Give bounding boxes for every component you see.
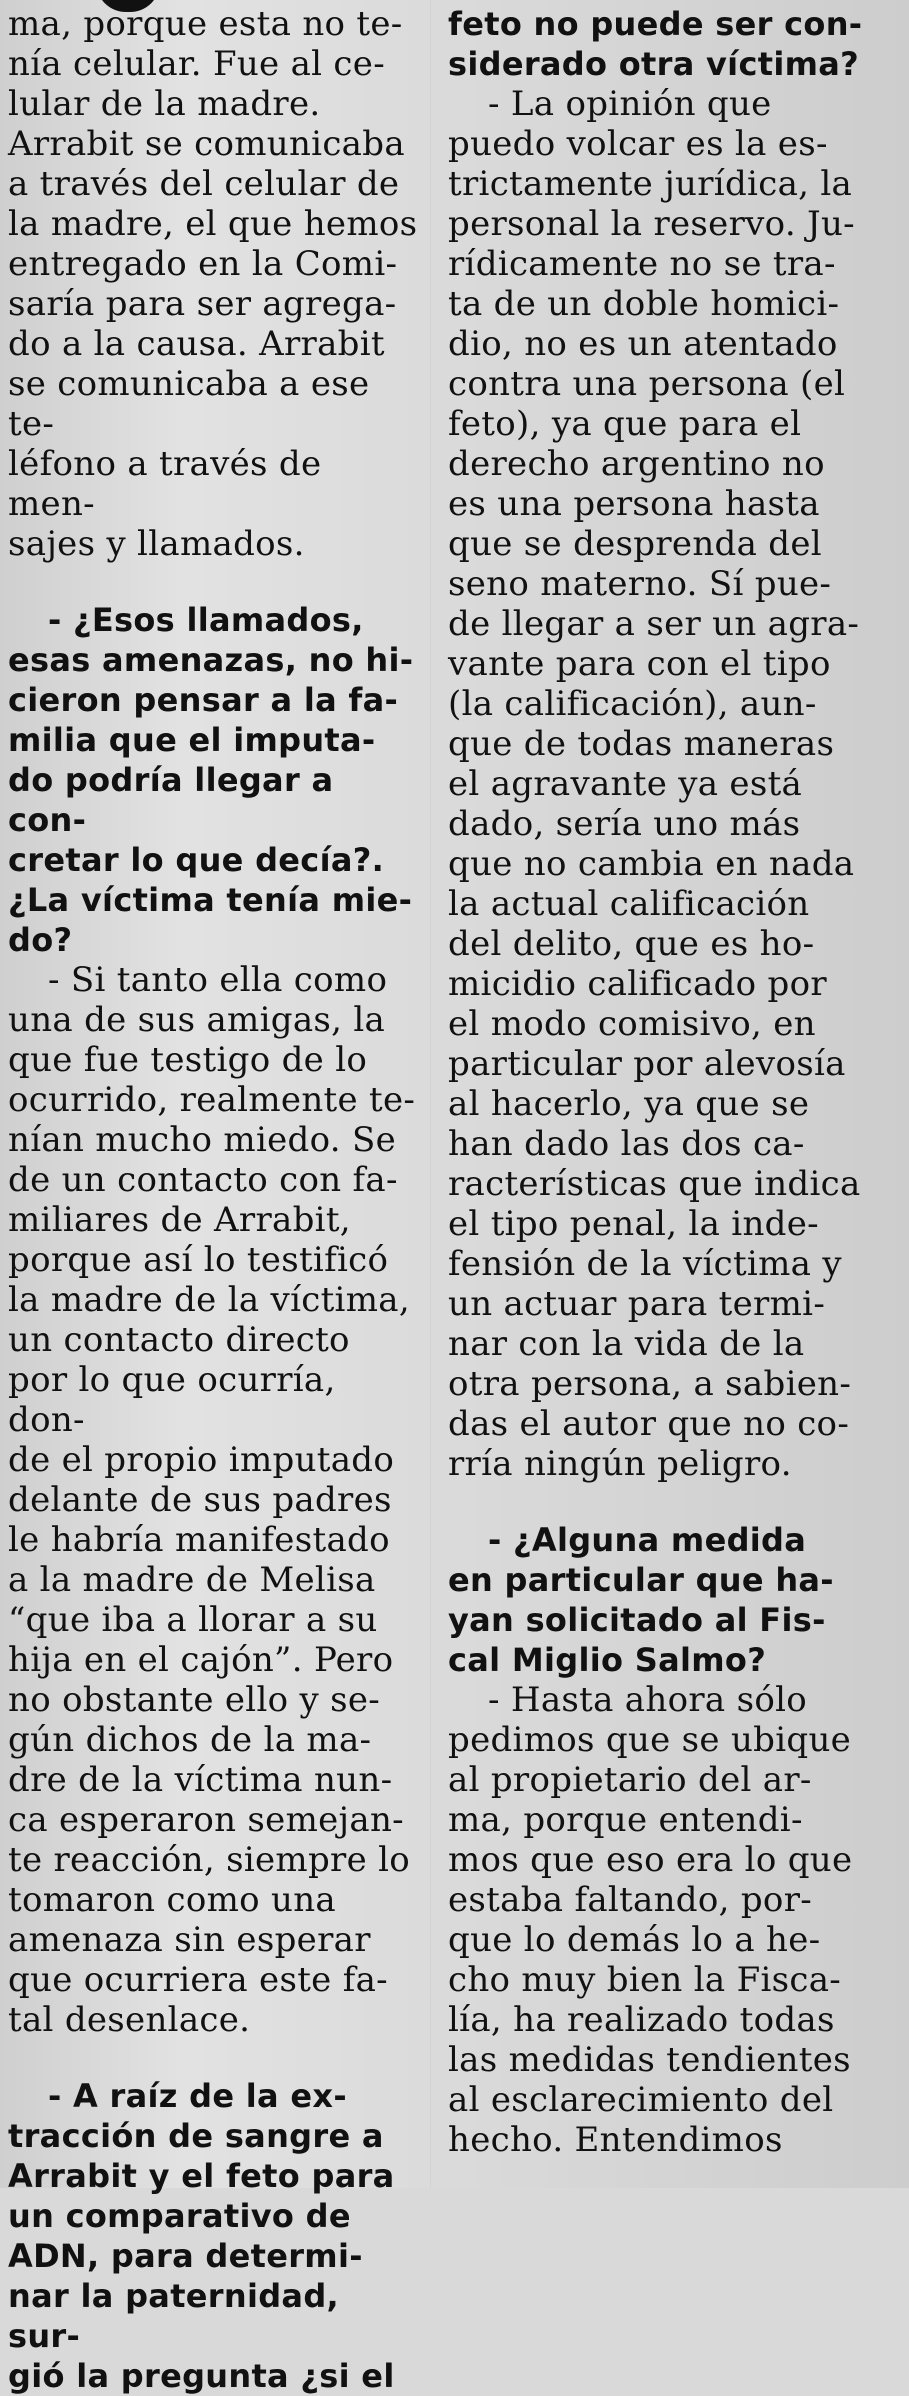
text-line: entregado en la Comi-: [8, 244, 398, 284]
text-line: personal la reservo. Ju-: [448, 204, 855, 244]
text-line: (la calificación), aun-: [448, 684, 817, 724]
right-column: [448, 4, 888, 2160]
text-line: mos que eso era lo que: [448, 1840, 853, 1880]
text-line: miliares de Arrabit,: [8, 1200, 351, 1240]
answer-paragraph-3: [448, 84, 888, 1484]
text-line: milia que el imputa-: [8, 721, 376, 759]
text-line: nían mucho miedo. Se: [8, 1120, 397, 1160]
text-line: - La opinión que: [488, 84, 772, 124]
text-line: - ¿Esos llamados,: [48, 601, 364, 639]
text-line: feto), ya que para el: [448, 404, 802, 444]
text-line: léfono a través de men-: [8, 444, 322, 524]
text-line: derecho argentino no: [448, 444, 825, 484]
text-line: ta de un doble homici-: [448, 284, 840, 324]
text-line: se comunicaba a ese te-: [8, 364, 370, 444]
left-column: [8, 4, 418, 2396]
text-line: otra persona, a sabien-: [448, 1364, 852, 1404]
text-line: que lo demás lo a he-: [448, 1920, 821, 1960]
text-line: el agravante ya está: [448, 764, 803, 804]
text-line: un contacto directo: [8, 1320, 350, 1360]
text-line: racterísticas que indica: [448, 1164, 861, 1204]
text-line: es una persona hasta: [448, 484, 820, 524]
text-line: rría ningún peligro.: [448, 1444, 792, 1484]
text-line: te reacción, siempre lo: [8, 1840, 411, 1880]
text-line: por lo que ocurría, don-: [8, 1360, 336, 1440]
text-line: cretar lo que decía?.: [8, 841, 385, 879]
text-line: un comparativo de: [8, 2197, 351, 2235]
text-line: que fue testigo de lo: [8, 1040, 368, 1080]
text-line: ma, porque esta no te-: [8, 4, 403, 44]
text-line: dio, no es un atentado: [448, 324, 838, 364]
text-line: do a la causa. Arrabit: [8, 324, 385, 364]
text-line: el tipo penal, la inde-: [448, 1204, 819, 1244]
text-line: de el propio imputado: [8, 1440, 395, 1480]
text-line: cieron pensar a la fa-: [8, 681, 399, 719]
text-line: tomaron como una: [8, 1880, 336, 1920]
question-2-continued: [448, 4, 888, 84]
text-line: particular por alevosía: [448, 1044, 846, 1084]
text-line: “que iba a llorar a su: [8, 1600, 378, 1640]
text-line: Arrabit y el feto para: [8, 2157, 395, 2195]
text-line: delante de sus padres: [8, 1480, 392, 1520]
question-3: [448, 1520, 888, 1680]
text-line: pedimos que se ubique: [448, 1720, 852, 1760]
text-line: le habría manifestado: [8, 1520, 390, 1560]
answer-paragraph-4: [448, 1680, 888, 2160]
text-line: gún dichos de la ma-: [8, 1720, 372, 1760]
text-line: amenaza sin esperar: [8, 1920, 371, 1960]
text-line: lía, ha realizado todas: [448, 2000, 835, 2040]
text-line: de llegar a ser un agra-: [448, 604, 860, 644]
text-line: que de todas maneras: [448, 724, 835, 764]
text-line: ¿La víctima tenía mie-: [8, 881, 413, 919]
text-line: ocurrido, realmente te-: [8, 1080, 416, 1120]
text-line: porque así lo testificó: [8, 1240, 389, 1280]
text-line: a través del celular de: [8, 164, 400, 204]
text-line: estaba faltando, por-: [448, 1880, 813, 1920]
text-line: la madre, el que hemos: [8, 204, 418, 244]
text-line: trictamente jurídica, la: [448, 164, 853, 204]
text-line: una de sus amigas, la: [8, 1000, 386, 1040]
text-line: dado, sería uno más: [448, 804, 801, 844]
text-line: das el autor que no co-: [448, 1404, 850, 1444]
text-line: rídicamente no se tra-: [448, 244, 836, 284]
text-line: contra una persona (el: [448, 364, 846, 404]
answer-paragraph-2: [8, 960, 418, 2040]
text-line: micidio calificado por: [448, 964, 827, 1004]
text-line: que no cambia en nada: [448, 844, 855, 884]
text-line: vante para con el tipo: [448, 644, 831, 684]
text-line: en particular que ha-: [448, 1561, 834, 1599]
text-line: dre de la víctima nun-: [8, 1760, 393, 1800]
text-line: al propietario del ar-: [448, 1760, 812, 1800]
text-line: siderado otra víctima?: [448, 45, 859, 83]
text-line: tal desenlace.: [8, 2000, 251, 2040]
text-line: feto no puede ser con-: [448, 5, 863, 43]
text-line: ca esperaron semejan-: [8, 1800, 404, 1840]
text-line: nar con la vida de la: [448, 1324, 805, 1364]
question-2: [8, 2076, 418, 2396]
text-line: lular de la madre.: [8, 84, 321, 124]
text-line: ma, porque entendi-: [448, 1800, 803, 1840]
text-line: - A raíz de la ex-: [48, 2077, 347, 2115]
text-line: cal Miglio Salmo?: [448, 1641, 767, 1679]
text-line: que se desprenda del: [448, 524, 822, 564]
text-line: no obstante ello y se-: [8, 1680, 381, 1720]
text-line: un actuar para termi-: [448, 1284, 826, 1324]
text-line: nía celular. Fue al ce-: [8, 44, 385, 84]
text-line: yan solicitado al Fis-: [448, 1601, 826, 1639]
text-line: hija en el cajón”. Pero: [8, 1640, 394, 1680]
text-line: la actual calificación: [448, 884, 810, 924]
text-line: esas amenazas, no hi-: [8, 641, 414, 679]
text-line: a la madre de Melisa: [8, 1560, 376, 1600]
text-line: tracción de sangre a: [8, 2117, 384, 2155]
text-line: - Si tanto ella como: [48, 960, 388, 1000]
text-line: Arrabit se comunicaba: [8, 124, 405, 164]
answer-paragraph-1: [8, 4, 418, 564]
text-line: de un contacto con fa-: [8, 1160, 398, 1200]
question-1: [8, 600, 418, 960]
text-line: hecho. Entendimos: [448, 2120, 783, 2160]
text-line: cho muy bien la Fisca-: [448, 1960, 842, 2000]
text-line: que ocurriera este fa-: [8, 1960, 388, 2000]
text-line: do?: [8, 921, 73, 959]
text-line: seno materno. Sí pue-: [448, 564, 832, 604]
text-line: el modo comisivo, en: [448, 1004, 816, 1044]
text-line: puedo volcar es la es-: [448, 124, 828, 164]
text-line: las medidas tendientes: [448, 2040, 851, 2080]
text-line: fensión de la víctima y: [448, 1244, 842, 1284]
text-line: al esclarecimiento del: [448, 2080, 834, 2120]
text-line: ADN, para determi-: [8, 2237, 363, 2275]
text-line: sajes y llamados.: [8, 524, 305, 564]
text-line: - ¿Alguna medida: [488, 1521, 807, 1559]
column-divider: [430, 0, 431, 2188]
text-line: - Hasta ahora sólo: [488, 1680, 808, 1720]
text-line: han dado las dos ca-: [448, 1124, 805, 1164]
text-line: do podría llegar a con-: [8, 761, 334, 839]
text-line: gió la pregunta ¿si el: [8, 2357, 395, 2395]
text-line: la madre de la víctima,: [8, 1280, 410, 1320]
text-line: del delito, que es ho-: [448, 924, 815, 964]
text-line: nar la paternidad, sur-: [8, 2277, 339, 2355]
text-line: saría para ser agrega-: [8, 284, 397, 324]
text-line: al hacerlo, ya que se: [448, 1084, 810, 1124]
